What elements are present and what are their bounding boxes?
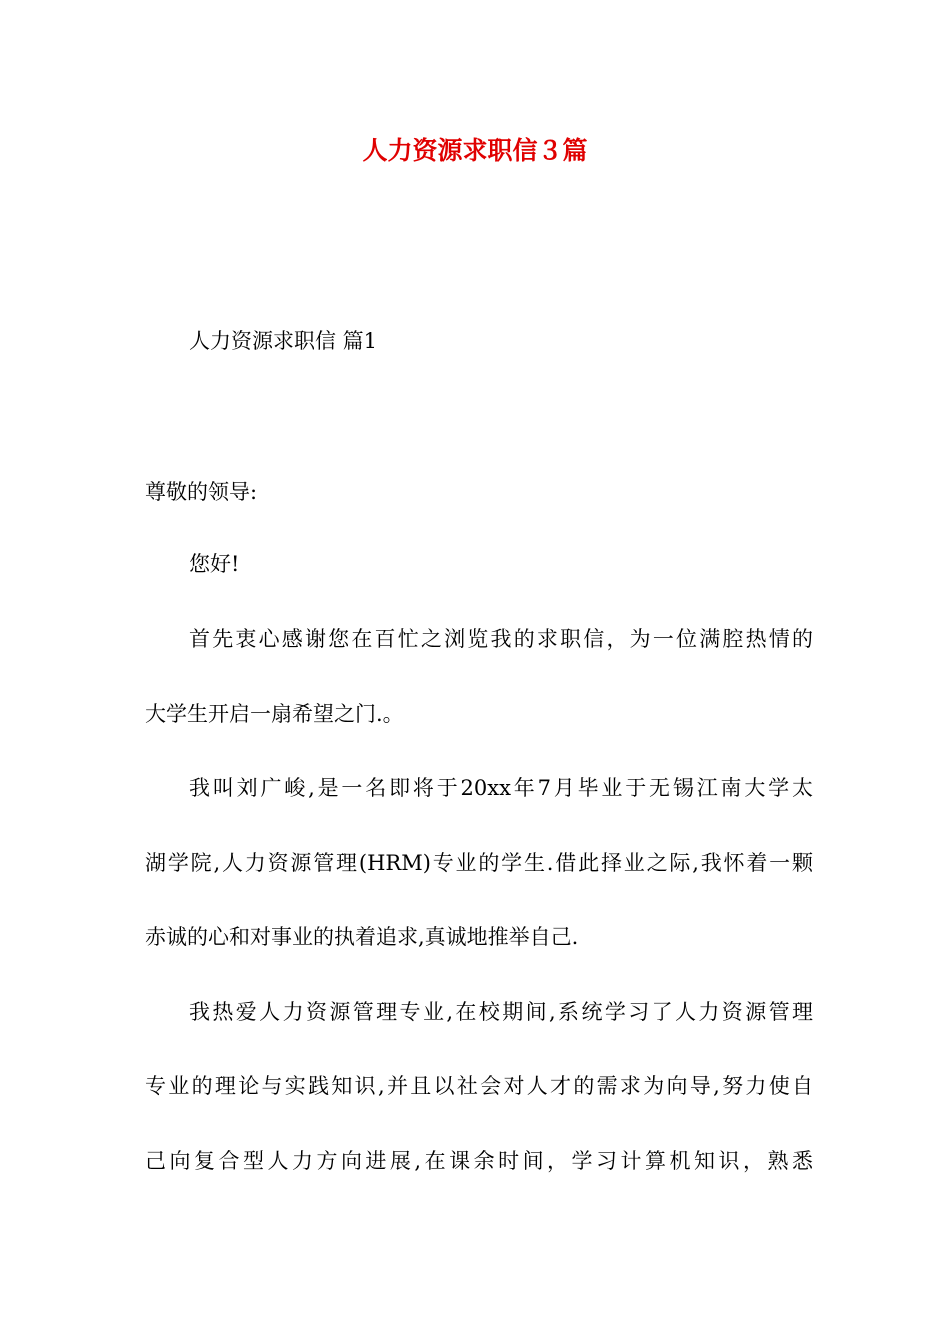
paragraph-line: 专业的理论与实践知识,并且以社会对人才的需求为向导,努力使自 (145, 1074, 813, 1098)
paragraph-line: 赤诚的心和对事业的执着追求,真诚地推举自己. (145, 925, 579, 949)
salutation: 尊敬的领导: (145, 480, 258, 504)
document-title: 人力资源求职信３篇 (362, 136, 588, 165)
section-heading: 人力资源求职信 篇1 (189, 329, 378, 353)
paragraph-line: 首先衷心感谢您在百忙之浏览我的求职信，为一位满腔热情的 (189, 627, 813, 651)
paragraph-line: 大学生开启一扇希望之门.。 (145, 702, 404, 726)
paragraph-line: 我热爱人力资源管理专业,在校期间,系统学习了人力资源管理 (189, 1000, 813, 1024)
paragraph-line: 己向复合型人力方向进展,在课余时间，学习计算机知识，熟悉 (145, 1149, 813, 1173)
greeting: 您好! (189, 552, 240, 576)
paragraph-line: 湖学院,人力资源管理(HRM)专业的学生.借此择业之际,我怀着一颗 (145, 851, 813, 875)
paragraph-line: 我叫刘广峻,是一名即将于20xx年7月毕业于无锡江南大学太 (189, 776, 813, 800)
